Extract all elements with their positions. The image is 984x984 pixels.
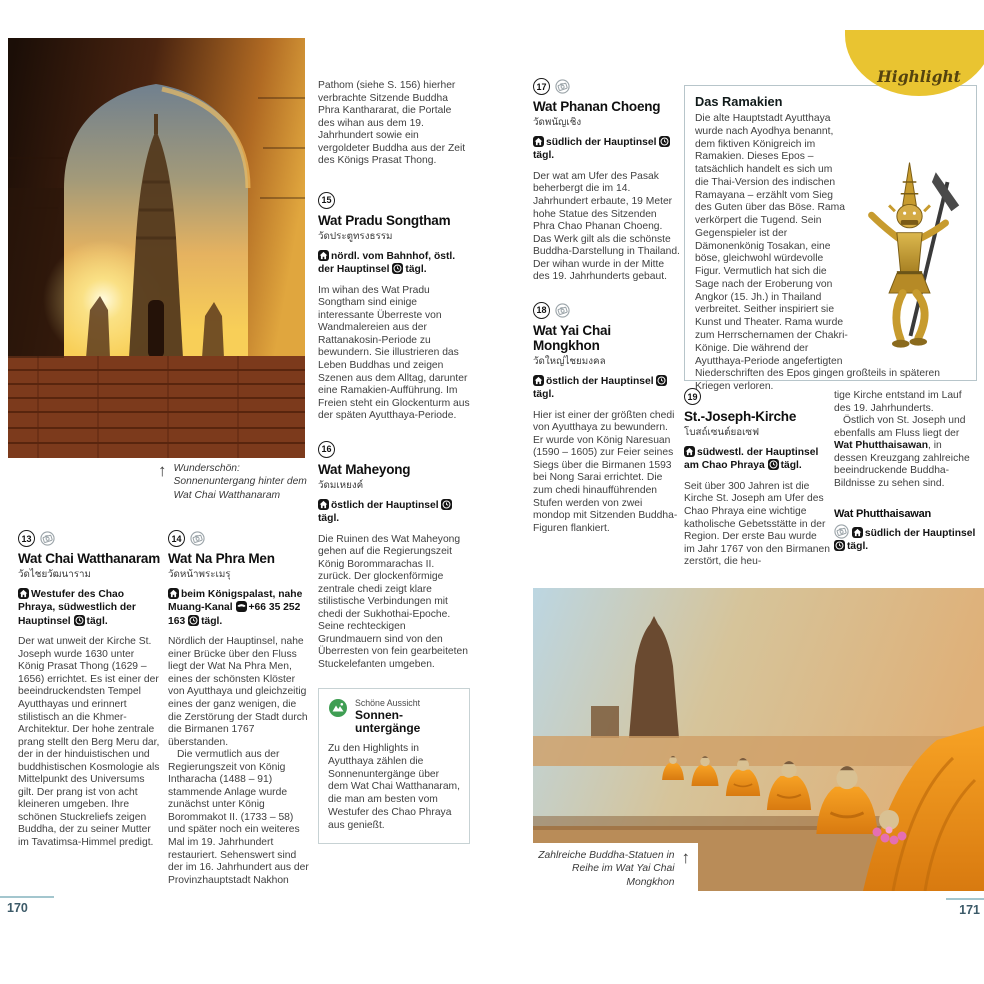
poi-meta xyxy=(533,375,680,402)
poi-address: nördl. vom Bahnhof, östl. der Hauptinsel xyxy=(318,250,456,276)
page-number-left: 170 xyxy=(7,901,28,915)
poi-meta xyxy=(18,588,161,628)
clock-icon xyxy=(188,615,199,626)
photo-caption-left-text: Wunderschön: Sonnenuntergang hinter dem Wat Chai Watthanaram xyxy=(173,463,307,501)
poi-address: beim Königspalast, nahe Muang-Kanal xyxy=(168,589,303,614)
entry-number-badge: 13 xyxy=(18,530,35,547)
address-icon xyxy=(318,250,329,261)
column-14 xyxy=(168,530,311,887)
poi-meta xyxy=(318,250,470,277)
poi-hours: tägl. xyxy=(405,264,427,276)
photo-caption-left xyxy=(158,462,308,502)
address-icon xyxy=(852,527,863,538)
poi-meta xyxy=(533,136,680,163)
camera-icon xyxy=(40,531,55,546)
ramakien-body: Die alte Hauptstadt Ayutthaya wurde nach Ayodhya benannt, dem fiktiven Königreich im Ramakien. Dieses Epos – tatsächlich handelt es sich um die Thai-Version des indischen Ramayana – erzählt vom Sieg des Guten über das Böse. Rama verkörpert die Tugend. Sein Gegenspieler ist der Dämonenkönig Tosakan, eine böse, gleichwohl würdevolle Figur. Vermutlich hat sich die Sage nach der Eroberung von Angkor (15. Jh.) in Thailand verbreitet. Seither inspiriert sie Kunst und Theater. Rama wurde zum Herrschernamen der Chakri-Könige. Die während der Ayutthaya-Periode angefertigten Niederschriften des Epos gingen großteils in späteren Kriegen verloren. xyxy=(695,113,940,393)
poi-hours: tägl. xyxy=(86,615,108,627)
poi-body: Seit über 300 Jahren ist die Kirche St. Joseph am Ufer des Chao Phraya eine wichtige katholische Gebetsstätte in der Region. Der erste Bau wurde im Jahr 1767 von den Birmanen zerstört, die heu- xyxy=(684,480,830,568)
clock-icon xyxy=(834,540,845,551)
poi-thai-name: วัดใหญ่ไชยมงคล xyxy=(533,356,606,367)
entry-number-badge: 19 xyxy=(684,388,701,405)
poi-address: östlich der Hauptinsel xyxy=(546,376,654,387)
address-icon xyxy=(533,136,544,147)
tip-body: Zu den Highlights in Ayutthaya zählen die Sonnenuntergänge über dem Wat Chai Watthanaram, die man am besten vom Westufer des Chao Phraya aus genießt. xyxy=(328,743,460,831)
up-arrow-icon: ↑ xyxy=(158,461,167,480)
phutthaisawan-info xyxy=(834,508,977,553)
poi-body: Der wat unweit der Kirche St. Joseph wurde 1630 unter König Prasat Thong (1629 – 1656) errichtet. Es ist einer der beeindruckendsten Tempel Ayutthayas und erinnert stilistisch an die Khmer-Architektur. Der hohe zentrale prang stellt den Berg Meru dar, der in der hinduistischen und buddhistischen Kosmologie als Mittelpunkt des Universums gilt. Der prang ist von acht kleineren umgeben. Ihre schönen Stuckreliefs zeigen Buddha, der zu seiner Mutter im Tavatimsa-Himmel predigt. xyxy=(18,636,160,848)
footer-rule-right xyxy=(946,898,984,900)
poi-address: Westufer des Chao Phraya, südwestlich der Hauptinsel xyxy=(18,589,136,627)
poi-title: Wat Phutthaisawan xyxy=(834,508,932,521)
column-continuation xyxy=(834,390,977,561)
poi-entry-13 xyxy=(18,530,161,850)
poi-thai-name: วัดมเหยงค์ xyxy=(318,479,364,491)
clock-icon xyxy=(656,375,667,386)
poi-body: Hier ist einer der größten chedi von Ayutthaya zu bewundern. Er wurde von König Naresuan (1590 – 1605) zur Feier seines Siegs über die Birmanen 1593 bei Nong Sarai errichtet. Die zum chedi hinaufführenden Stufen werden von zwei mondop mit Sitzenden Buddha-Figuren flankiert. xyxy=(533,409,678,534)
entry-number-badge: 15 xyxy=(318,192,335,209)
poi-hours: tägl. xyxy=(318,513,340,525)
poi-meta xyxy=(168,588,311,628)
continuation-part: Östlich von St. Joseph und ebenfalls am Fluss liegt der xyxy=(834,415,966,439)
poi-meta xyxy=(684,446,830,473)
tip-title: Sonnen-untergänge xyxy=(355,707,421,736)
poi-title: Wat Pradu Songtham xyxy=(318,212,451,228)
clock-icon xyxy=(74,615,85,626)
poi-hours: tägl. xyxy=(533,150,555,162)
wat-phutthaisawan-bold: Wat Phutthaisawan xyxy=(834,440,929,452)
address-icon xyxy=(533,375,544,386)
phone-icon xyxy=(236,601,247,612)
poi-meta xyxy=(834,524,977,554)
entry-number-badge: 16 xyxy=(318,441,335,458)
poi-thai-name: โบสถ์เซนต์ยอเซฟ xyxy=(684,427,760,439)
photo-caption-right-text: Zahlreiche Buddha-Statuen in Reihe im Wat Yai Chai Mongkhon xyxy=(538,850,675,888)
ramakien-figure-illustration xyxy=(854,152,966,364)
poi-title: St.-Joseph-Kirche xyxy=(684,409,797,424)
photo-caption-right xyxy=(506,843,698,895)
address-icon xyxy=(318,499,329,510)
poi-body: Der wat am Ufer des Pasak beherbergt die im 14. Jahrhundert erbaute, 19 Meter hohe Statue des Sitzenden Phra Chao Phanan Choeng. Das Werk gilt als die schönste Buddha-Darstellung in Thailand. Der wihan wurde in der Mitte des 19. Jahrhunderts gebaut. xyxy=(533,170,680,283)
column-15-16 xyxy=(318,80,470,844)
poi-thai-name: วัดพนัญเชิง xyxy=(533,117,582,129)
poi-title: Wat Yai Chai Mongkhon xyxy=(533,322,611,353)
poi-address: östlich der Hauptinsel xyxy=(331,499,439,511)
poi-entry-15 xyxy=(318,192,470,423)
poi-entry-14 xyxy=(168,530,311,887)
temple-sunset-photo-art xyxy=(8,38,305,458)
poi-title: Wat Chai Watthanaram xyxy=(18,551,161,566)
poi-body: Die vermutlich aus der Regierungszeit von König Intharacha (1488 – 91) stammende Anlage wurde zunächst unter König Borommakot II. (1733 – 58) und später noch ein weiteres Mal im 19. Jahrhundert restauriert. Sehenswert sind der im 16. Jahrhundert aus der Provinzhauptstadt Nakhon xyxy=(168,749,309,886)
clock-icon xyxy=(392,263,403,274)
footer-rule-left xyxy=(0,896,54,898)
entry-number-badge: 14 xyxy=(168,530,185,547)
poi-address: südwestl. der Hauptinsel am Chao Phraya xyxy=(684,447,819,472)
poi-hours: tägl. xyxy=(847,541,869,553)
camera-icon xyxy=(555,79,570,94)
tip-category-label: Schöne Aussicht xyxy=(355,697,421,708)
clock-icon xyxy=(441,499,452,510)
continuation-part: , in dessen Kreuzgang zahlreiche beeindruckende Buddha-Bildnisse zu sehen sind. xyxy=(834,440,970,489)
poi-entry-17 xyxy=(533,78,680,284)
viewpoint-tip-box xyxy=(318,688,470,844)
continuation-paragraph-1: tige Kirche entstand im Lauf des 19. Jahrhunderts. xyxy=(834,390,962,414)
poi-title: Wat Na Phra Men xyxy=(168,551,275,566)
temple-sunset-photo xyxy=(8,38,305,458)
poi-body: Im wihan des Wat Pradu Songtham sind einige interessante Überreste von Wandmalereien aus der Rattanakosin-Periode zu bewundern. Sie illustrieren das Leben Buddhas und zeigen Szenen aus dem Alltag, darunter eine Ramakien-Aufführung. Im Freien steht ein Glockenturm aus der späten Ayutthaya-Periode. xyxy=(318,284,470,422)
poi-address: südlich der Hauptinsel xyxy=(864,527,976,539)
column-17-18 xyxy=(533,78,680,535)
poi-address: südlich der Hauptinsel xyxy=(546,137,657,149)
poi-phone: +66 35 252 163 xyxy=(168,602,301,627)
camera-icon xyxy=(190,531,205,546)
page-number-right: 171 xyxy=(959,903,980,917)
highlight-badge-label: Highlight xyxy=(877,67,961,86)
poi-hours: tägl. xyxy=(201,615,223,627)
poi-hours: tägl. xyxy=(780,460,802,472)
poi-thai-name: วัดหน้าพระเมรุ xyxy=(168,569,231,581)
address-icon xyxy=(684,446,695,457)
poi-entry-18 xyxy=(533,302,680,535)
ramakien-highlight-box xyxy=(684,85,977,393)
lead-paragraph: Pathom (siehe S. 156) hierher verbrachte Sitzende Buddha Phra Kanthararat, die Portale des wihan aus dem 19. Jahrhundert sowie ein vergoldeter Buddha aus der Zeit des Königs Prasat Thong. xyxy=(318,80,466,167)
poi-thai-name: วัดไชยวัฒนาราม xyxy=(18,569,91,581)
clock-icon xyxy=(768,459,779,470)
poi-body: Nördlich der Hauptinsel, nahe einer Brücke über den Fluss liegt der Wat Na Phra Men, eines der schönsten Klöster von Ayutthaya und gleichzeitig eines der ganz wenigen, die die Zerstörung der Stadt durch die Birmanen 1767 überstanden. xyxy=(168,636,308,748)
ramakien-title: Das Ramakien xyxy=(695,94,783,109)
camera-icon xyxy=(555,303,570,318)
column-13 xyxy=(18,530,161,850)
poi-title: Wat Phanan Choeng xyxy=(533,99,661,114)
column-19 xyxy=(684,388,830,569)
up-arrow-icon: ↑ xyxy=(681,848,690,867)
poi-entry-19 xyxy=(684,388,830,569)
poi-title: Wat Maheyong xyxy=(318,461,411,477)
entry-number-badge: 17 xyxy=(533,78,550,95)
entry-number-badge: 18 xyxy=(533,302,550,319)
poi-thai-name: วัดประตูทรงธรรม xyxy=(318,230,393,242)
poi-meta xyxy=(318,499,470,526)
continuation-paragraph-2 xyxy=(834,415,977,490)
poi-body: Die Ruinen des Wat Maheyong gehen auf die Regierungszeit König Borommarachas II. zurück. Der glockenförmige zentrale chedi zeigt klare stilistische Verbindungen mit chedi der Sukhothai-Epoche. Seine rechteckigen Grundmauern sind von den Überresten von fein gearbeiteten Stuckelefanten umgeben. xyxy=(318,533,468,671)
viewpoint-icon xyxy=(328,698,348,718)
camera-icon xyxy=(834,524,849,539)
poi-hours: tägl. xyxy=(533,389,555,401)
poi-entry-16 xyxy=(318,441,470,672)
address-icon xyxy=(168,588,179,599)
clock-icon xyxy=(659,136,670,147)
address-icon xyxy=(18,588,29,599)
